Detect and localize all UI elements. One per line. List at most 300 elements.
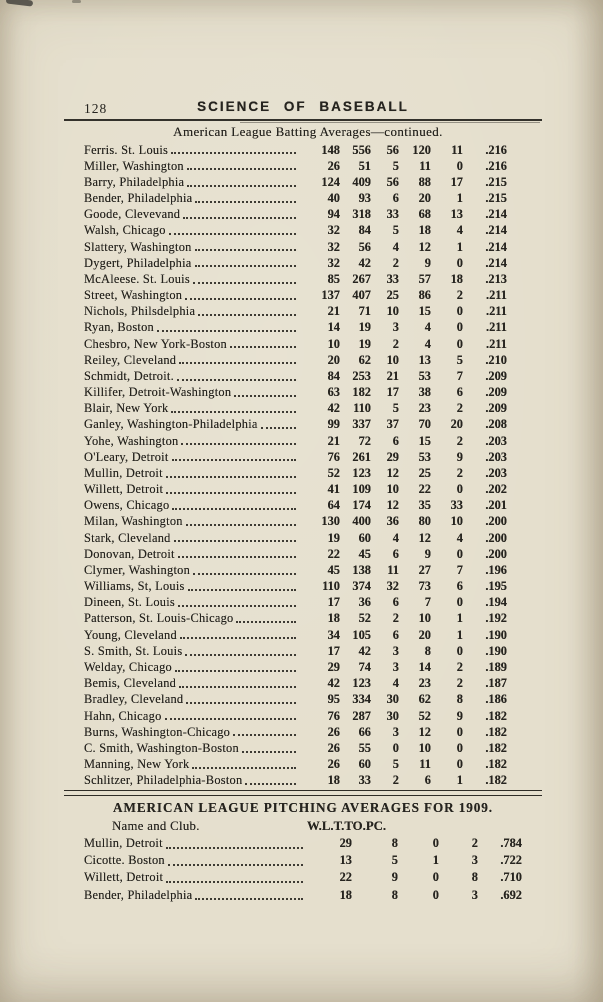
- dot-leader: [172, 508, 296, 510]
- table-row: [84, 869, 522, 886]
- stat-value: .200: [485, 546, 507, 561]
- stat-value: 73: [418, 579, 431, 594]
- stat-value: 64: [327, 498, 340, 513]
- stat-value: 22: [327, 546, 340, 561]
- stat-value: 105: [352, 627, 371, 642]
- stat-value: 14: [418, 660, 431, 674]
- stat-value: 120: [412, 142, 431, 157]
- table-row: [84, 433, 507, 449]
- stat-value: 10: [450, 514, 463, 529]
- pitching-column-headers: [84, 818, 522, 834]
- stat-value: 12: [386, 498, 399, 513]
- dot-leader: [175, 670, 296, 672]
- stat-value: 80: [418, 514, 431, 529]
- stat-value: 32: [327, 239, 340, 254]
- stat-value: 13: [339, 853, 352, 868]
- stat-value: 3: [392, 660, 399, 674]
- stat-value: 110: [353, 401, 371, 416]
- table-row: [84, 271, 507, 287]
- dot-leader: [166, 847, 303, 849]
- stat-value: 26: [327, 740, 340, 755]
- stat-value: 52: [358, 611, 371, 626]
- stat-value: 86: [418, 288, 431, 303]
- stat-value: 99: [327, 417, 340, 432]
- stat-value: 18: [418, 223, 431, 238]
- table-row: [84, 756, 507, 772]
- stat-value: 2: [456, 676, 463, 691]
- stat-value: .182: [485, 724, 507, 739]
- player-name: Clymer, Washington: [84, 562, 191, 577]
- stat-value: 6: [392, 627, 399, 642]
- table-row: [84, 546, 507, 562]
- stat-value: 14: [327, 320, 340, 335]
- stat-value: 3: [392, 320, 399, 335]
- stat-value: .200: [485, 530, 507, 545]
- player-name: Dygert, Philadelphia: [84, 255, 192, 270]
- dot-leader: [230, 346, 296, 348]
- stat-value: 12: [418, 530, 431, 545]
- stat-value: 13: [450, 207, 463, 222]
- stat-value: 42: [358, 255, 371, 270]
- stat-value: 267: [352, 271, 371, 286]
- stat-value: .692: [500, 887, 522, 902]
- table-row: [84, 497, 507, 513]
- player-name: Dineen, St. Louis: [84, 595, 175, 610]
- dot-leader: [198, 314, 296, 316]
- stat-value: 3: [392, 724, 399, 739]
- dot-leader: [183, 217, 296, 219]
- table-row: [84, 368, 507, 384]
- stat-value: 32: [327, 255, 340, 270]
- stat-value: 374: [352, 579, 371, 594]
- stat-value: .200: [485, 514, 507, 529]
- stat-value: .710: [500, 870, 522, 885]
- stat-value: 56: [386, 142, 399, 157]
- player-name: Ryan, Boston: [84, 320, 154, 335]
- player-name: Patterson, St. Louis-Chicago: [84, 611, 234, 626]
- stat-value: 6: [392, 595, 399, 610]
- stat-value: 4: [456, 223, 463, 238]
- table-row: [84, 319, 507, 335]
- section-divider-rule: [64, 790, 542, 796]
- stat-value: 45: [327, 562, 340, 577]
- player-name: S. Smith, St. Louis: [84, 643, 183, 658]
- stat-value: 4: [456, 530, 463, 545]
- stat-value: 130: [321, 514, 340, 529]
- stat-value: .214: [485, 207, 507, 222]
- stat-value: 9: [424, 546, 431, 561]
- dot-leader: [185, 654, 296, 656]
- stat-value: .182: [485, 757, 507, 772]
- table-row: [84, 481, 507, 497]
- dot-leader: [187, 185, 296, 187]
- stat-value: .189: [485, 660, 507, 674]
- stat-value: 63: [327, 385, 340, 400]
- table-row: [84, 206, 507, 222]
- player-name: Reiley, Cleveland: [84, 352, 177, 367]
- stat-value: .722: [500, 853, 522, 868]
- player-name: Mullin, Detroit: [84, 836, 163, 850]
- stat-value: .202: [485, 482, 507, 497]
- dot-leader: [245, 783, 296, 785]
- stat-value: 42: [327, 401, 340, 416]
- player-name: Nichols, Philsdelphia: [84, 304, 196, 319]
- scan-smudge-small: [72, 0, 81, 3]
- stat-value: 287: [352, 708, 371, 723]
- stat-value: 26: [327, 158, 340, 173]
- table-row: [84, 530, 507, 546]
- column-header-wins: W.: [307, 819, 322, 833]
- stat-value: 123: [352, 465, 371, 480]
- table-row: [84, 627, 507, 643]
- dot-leader: [166, 476, 296, 478]
- stat-value: 41: [327, 482, 340, 497]
- table-row: [84, 336, 507, 352]
- stat-value: .214: [485, 239, 507, 254]
- stat-value: 20: [418, 191, 431, 206]
- table-row: [84, 303, 507, 319]
- stat-value: .211: [486, 304, 507, 319]
- player-name: Young, Cleveland: [84, 627, 177, 642]
- stat-value: 21: [327, 304, 340, 319]
- stat-value: 2: [456, 465, 463, 480]
- stat-value: 29: [339, 836, 352, 850]
- stat-value: 10: [386, 352, 399, 367]
- column-header-to: TO.: [344, 819, 366, 833]
- stat-value: 400: [352, 514, 371, 529]
- stat-value: 18: [327, 611, 340, 626]
- stat-value: 2: [392, 336, 399, 351]
- stat-value: 0: [456, 595, 463, 610]
- player-name: Killifer, Detroit-Washington: [84, 385, 232, 400]
- stat-value: 318: [352, 207, 371, 222]
- player-name: Walsh, Chicago: [84, 223, 166, 238]
- player-name: Goode, Clevevand: [84, 207, 181, 222]
- stat-value: 70: [418, 417, 431, 432]
- stat-value: 22: [418, 482, 431, 497]
- stat-value: .203: [485, 449, 507, 464]
- stat-value: 10: [418, 611, 431, 626]
- stat-value: 10: [327, 336, 340, 351]
- dot-leader: [242, 751, 296, 753]
- stat-value: 11: [451, 142, 463, 157]
- stat-value: 95: [327, 692, 340, 707]
- stat-value: 2: [456, 401, 463, 416]
- table-row: [84, 255, 507, 271]
- stat-value: .216: [485, 142, 507, 157]
- stat-value: 0: [456, 336, 463, 351]
- pitching-section-title: AMERICAN LEAGUE PITCHING AVERAGES FOR 1909.: [113, 800, 493, 815]
- stat-value: 20: [327, 352, 340, 367]
- stat-value: 3: [392, 643, 399, 658]
- table-row: [84, 643, 507, 659]
- dot-leader: [178, 605, 296, 607]
- stat-value: 0: [392, 740, 399, 755]
- player-name: Williams, St, Louis: [84, 579, 185, 594]
- stat-value: 76: [327, 708, 340, 723]
- stat-value: 110: [322, 579, 340, 594]
- stat-value: .190: [485, 627, 507, 642]
- stat-value: 84: [358, 223, 371, 238]
- stat-value: 62: [358, 352, 371, 367]
- column-header-pct: PC.: [365, 819, 387, 833]
- stat-value: .182: [485, 740, 507, 755]
- table-row: [84, 384, 507, 400]
- stat-value: 20: [418, 627, 431, 642]
- stat-value: .186: [485, 692, 507, 707]
- player-name: Owens, Chicago: [84, 498, 170, 513]
- batting-section-title: American League Batting Averages—continued.: [173, 124, 443, 139]
- dot-leader: [195, 265, 296, 267]
- stat-value: .192: [485, 611, 507, 626]
- stat-value: 5: [392, 158, 399, 173]
- stat-value: 253: [352, 368, 371, 383]
- stat-value: .216: [485, 158, 507, 173]
- stat-value: 17: [450, 174, 463, 189]
- stat-value: 52: [418, 708, 431, 723]
- player-name: Welday, Chicago: [84, 660, 172, 674]
- stat-value: 26: [327, 724, 340, 739]
- player-name: C. Smith, Washington-Boston: [84, 740, 239, 755]
- stat-value: 18: [450, 271, 463, 286]
- stat-value: .211: [486, 336, 507, 351]
- table-row: [84, 659, 507, 675]
- stat-value: 53: [418, 449, 431, 464]
- stat-value: 52: [327, 465, 340, 480]
- stat-value: 17: [327, 643, 340, 658]
- table-row: [84, 835, 522, 852]
- dot-leader: [195, 201, 296, 203]
- stat-value: 337: [352, 417, 371, 432]
- stat-value: .203: [485, 433, 507, 448]
- dot-leader: [195, 249, 296, 251]
- stat-value: .209: [485, 385, 507, 400]
- stat-value: 3: [471, 853, 478, 868]
- stat-value: 9: [391, 870, 398, 885]
- stat-value: 6: [456, 385, 463, 400]
- stat-value: 35: [418, 498, 431, 513]
- stat-value: 5: [392, 223, 399, 238]
- stat-value: 5: [456, 352, 463, 367]
- table-row: [84, 287, 507, 303]
- dot-leader: [157, 330, 296, 332]
- stat-value: 72: [358, 433, 371, 448]
- stat-value: 37: [386, 417, 399, 432]
- player-name: Bender, Philadelphia: [84, 191, 193, 206]
- player-name: Blair, New York: [84, 401, 169, 416]
- stat-value: .210: [485, 352, 507, 367]
- stat-value: 2: [456, 433, 463, 448]
- dot-leader: [171, 152, 296, 154]
- stat-value: 62: [418, 692, 431, 707]
- stat-value: 33: [386, 207, 399, 222]
- stat-value: .211: [486, 288, 507, 303]
- stat-value: 0: [432, 870, 439, 885]
- stat-value: 11: [419, 757, 431, 772]
- stat-value: 94: [327, 207, 340, 222]
- dot-leader: [181, 443, 296, 445]
- dot-leader: [180, 637, 296, 639]
- dot-leader: [177, 379, 296, 381]
- stat-value: 0: [456, 643, 463, 658]
- header-rule: [64, 119, 542, 121]
- stat-value: 33: [386, 271, 399, 286]
- stat-value: 57: [418, 271, 431, 286]
- stat-value: 6: [392, 433, 399, 448]
- stat-value: 21: [386, 368, 399, 383]
- stat-value: 4: [392, 530, 399, 545]
- table-row: [84, 158, 507, 174]
- table-row: [84, 222, 507, 238]
- stat-value: 409: [352, 174, 371, 189]
- dot-leader: [236, 621, 296, 623]
- column-header-losses: L.: [321, 819, 334, 833]
- player-name: Schlitzer, Philadelphia-Boston: [84, 773, 243, 788]
- player-name: Schmidt, Detroit.: [84, 368, 174, 383]
- column-header-name: Name and Club.: [112, 819, 200, 833]
- scan-smudge: [6, 0, 34, 7]
- table-row: [84, 174, 507, 190]
- player-name: Ganley, Washington-Philadelphia: [84, 417, 258, 432]
- stat-value: 55: [358, 740, 371, 755]
- stat-value: .215: [485, 191, 507, 206]
- stat-value: 6: [424, 773, 431, 788]
- stat-value: 36: [386, 514, 399, 529]
- player-name: Milan, Washington: [84, 514, 183, 529]
- table-row: [84, 691, 507, 707]
- player-name: Bradley, Cleveland: [84, 692, 184, 707]
- stat-value: 5: [392, 401, 399, 416]
- dot-leader: [195, 898, 303, 900]
- stat-value: 27: [418, 562, 431, 577]
- player-name: Donovan, Detroit: [84, 546, 175, 561]
- stat-value: 0: [432, 887, 439, 902]
- stat-value: 5: [391, 853, 398, 868]
- stat-value: 12: [418, 724, 431, 739]
- dot-leader: [234, 395, 296, 397]
- stat-value: 8: [456, 692, 463, 707]
- stat-value: 29: [386, 449, 399, 464]
- dot-leader: [165, 718, 296, 720]
- dot-leader: [178, 556, 296, 558]
- stat-value: 9: [456, 449, 463, 464]
- stat-value: .182: [485, 708, 507, 723]
- stat-value: 23: [418, 401, 431, 416]
- stat-value: 0: [432, 836, 439, 850]
- stat-value: 148: [321, 142, 340, 157]
- player-name: Manning, New York: [84, 757, 190, 772]
- pitching-table: [84, 835, 522, 904]
- stat-value: .213: [485, 271, 507, 286]
- stat-value: 1: [456, 611, 463, 626]
- stat-value: 17: [327, 595, 340, 610]
- stat-value: 182: [352, 385, 371, 400]
- dot-leader: [174, 540, 296, 542]
- stat-value: 0: [456, 482, 463, 497]
- stat-value: .190: [485, 643, 507, 658]
- stat-value: 33: [358, 773, 371, 788]
- player-name: Hahn, Chicago: [84, 708, 162, 723]
- dot-leader: [233, 734, 296, 736]
- player-name: Slattery, Washington: [84, 239, 192, 254]
- stat-value: 12: [418, 239, 431, 254]
- table-row: [84, 142, 507, 158]
- stat-value: 8: [391, 887, 398, 902]
- dot-leader: [193, 573, 296, 575]
- stat-value: 10: [418, 740, 431, 755]
- stat-value: .784: [500, 836, 522, 850]
- player-name: Street, Washington: [84, 288, 183, 303]
- stat-value: 33: [450, 498, 463, 513]
- stat-value: .208: [485, 417, 507, 432]
- stat-value: 6: [392, 191, 399, 206]
- stat-value: 30: [386, 692, 399, 707]
- player-name: Burns, Washington-Chicago: [84, 724, 231, 739]
- page-number: 128: [84, 101, 108, 116]
- table-row: [84, 416, 507, 432]
- table-row: [84, 852, 522, 869]
- stat-value: 51: [358, 158, 371, 173]
- stat-value: 1: [456, 627, 463, 642]
- stat-value: 0: [456, 740, 463, 755]
- stat-value: 4: [392, 676, 399, 691]
- stat-value: 21: [327, 433, 340, 448]
- stat-value: 9: [424, 255, 431, 270]
- table-row: [84, 887, 522, 904]
- stat-value: 6: [456, 579, 463, 594]
- stat-value: 23: [418, 676, 431, 691]
- table-row: [84, 562, 507, 578]
- stat-value: 15: [418, 304, 431, 319]
- stat-value: 56: [386, 174, 399, 189]
- stat-value: .214: [485, 223, 507, 238]
- stat-value: 18: [339, 887, 352, 902]
- stat-value: 93: [358, 191, 371, 206]
- stat-value: 11: [387, 562, 399, 577]
- stat-value: 25: [418, 465, 431, 480]
- dot-leader: [166, 881, 303, 883]
- stat-value: 556: [352, 142, 371, 157]
- stat-value: 7: [424, 595, 431, 610]
- stat-value: 13: [418, 352, 431, 367]
- stat-value: 15: [418, 433, 431, 448]
- dot-leader: [188, 589, 296, 591]
- stat-value: 1: [456, 773, 463, 788]
- stat-value: 2: [392, 255, 399, 270]
- stat-value: 60: [358, 757, 371, 772]
- stat-value: 68: [418, 207, 431, 222]
- stat-value: 84: [327, 368, 340, 383]
- dot-leader: [179, 362, 296, 364]
- stat-value: .201: [485, 498, 507, 513]
- stat-value: 4: [392, 239, 399, 254]
- stat-value: 25: [386, 288, 399, 303]
- stat-value: 1: [456, 239, 463, 254]
- stat-value: 76: [327, 449, 340, 464]
- table-row: [84, 578, 507, 594]
- table-row: [84, 610, 507, 626]
- stat-value: 66: [358, 724, 371, 739]
- stat-value: .211: [486, 320, 507, 335]
- stat-value: 2: [456, 288, 463, 303]
- stat-value: 8: [391, 836, 398, 850]
- stat-value: 8: [424, 643, 431, 658]
- stat-value: 0: [456, 546, 463, 561]
- dot-leader: [185, 298, 296, 300]
- dot-leader: [187, 168, 296, 170]
- stat-value: 0: [456, 304, 463, 319]
- dot-leader: [261, 427, 296, 429]
